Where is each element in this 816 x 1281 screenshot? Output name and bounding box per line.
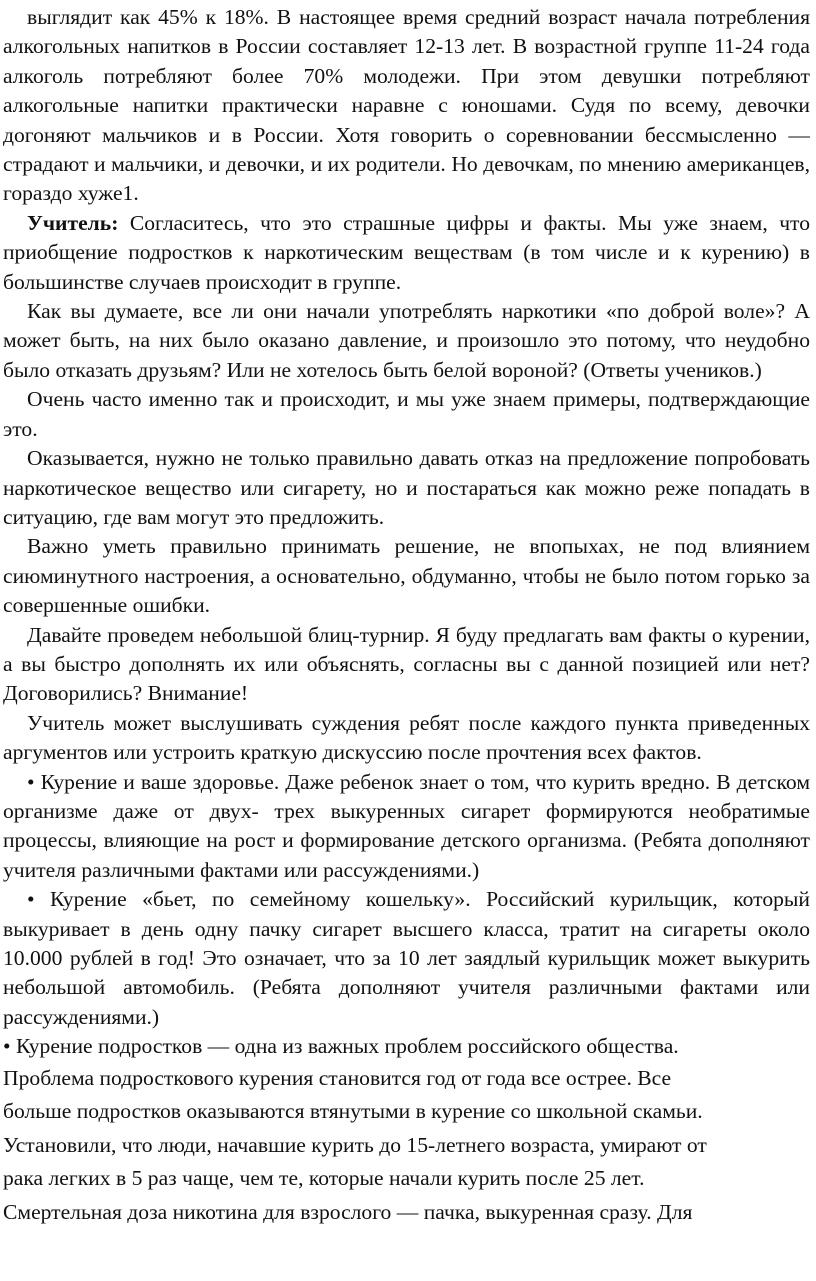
teacher-statement-text: Согласитесь, что это страшные цифры и факты. Мы уже знаем, что приобщение подростков к наркотическим веществам (в том числе и к курению) в большинстве случаев происходит в группе. [3,210,810,294]
bullet-teen-smoking: • Курение подростков — одна из важных проблем российского общества. [3,1034,679,1059]
bullet-smoking-health: • Курение и ваше здоровье. Даже ребенок знает о том, что курить вредно. В детском организме даже от двух- трех выкуренных сигарет формируются необратимые процессы, влияющие на рост и формирование детского организма. (Ребята дополняют учителя различными фактами или рассуждениями.) [3,769,810,882]
tail-line: больше подростков оказываются втянутыми в курение со школьной скамьи. [3,1099,703,1124]
tail-line: Установили, что люди, начавшие курить до 15-летнего возраста, умирают от [3,1132,707,1157]
tail-line: Смертельная доза никотина для взрослого — пачка, выкуренная сразу. Для [3,1200,693,1224]
paragraph-teacher-statement [3,209,810,297]
paragraph-peer-pressure-question: Как вы думаете, все ли они начали употреблять наркотики «по доброй воле»? А может быть, на них было оказано давление, и произошло это потому, что неудобно было отказать друзьям? Или не хотелось быть белой вороной? (Ответы учеников.) [3,299,810,382]
bullet-smoking-wallet: • Курение «бьет, по семейному кошельку». Российский курильщик, который выкуривает в день одну пачку сигарет высшего класса, тратит на сигареты около 10.000 рублей в год! Это означает, что за 10 лет заядлый курильщик может выкурить небольшой автомобиль. (Ребята дополняют учителя различными фактами или рассуждениями.) [3,887,810,1029]
paragraph-examples: Очень часто именно так и происходит, и мы уже знаем примеры, подтверждающие это. [3,387,810,441]
paragraph-teacher-discussion: Учитель может выслушивать суждения ребят после каждого пункта приведенных аргументов или устроить краткую дискуссию после прочтения всех фактов. [3,710,810,765]
speaker-label: Учитель: [27,210,119,235]
paragraph-teen-smoking-details [3,1062,810,1230]
paragraph-blitz-tournament: Давайте проведем небольшой блиц-турнир. Я буду предлагать вам факты о курении, а вы быстро дополнять их или объяснять, согласны вы с данной позицией или нет? Договорились? Внимание! [3,622,810,706]
paragraph-alcohol-statistics: выглядит как 45% к 18%. В настоящее время средний возраст начала потребления алкогольных напитков в России составляет 12-13 лет. В возрастной группе 11-24 года алкоголь потребляют более 70% молодежи. При этом девушки потребляют алкогольные напитки практически наравне с юношами. Судя по всему, девочки догоняют мальчиков и в России. Хотя говорить о соревновании бессмысленно — страдают и мальчики, и девочки, и их родители. Но девочкам, по мнению американцев, гораздо хуже1. [3,5,810,206]
tail-line: Проблема подросткового курения становится год от года все острее. Все [3,1065,672,1090]
paragraph-refusal-advice: Оказывается, нужно не только правильно давать отказ на предложение попробовать наркотическое вещество или сигарету, но и постараться как можно реже попадать в ситуацию, где вам могут это предложить. [3,446,810,529]
paragraph-decision-making: Важно уметь правильно принимать решение, не впопыхах, не под влиянием сиюминутного настроения, а основательно, обдуманно, чтобы не было потом горько за совершенные ошибки. [3,534,810,618]
tail-line: рака легких в 5 раз чаще, чем те, которые начали курить после 25 лет. [3,1166,645,1191]
